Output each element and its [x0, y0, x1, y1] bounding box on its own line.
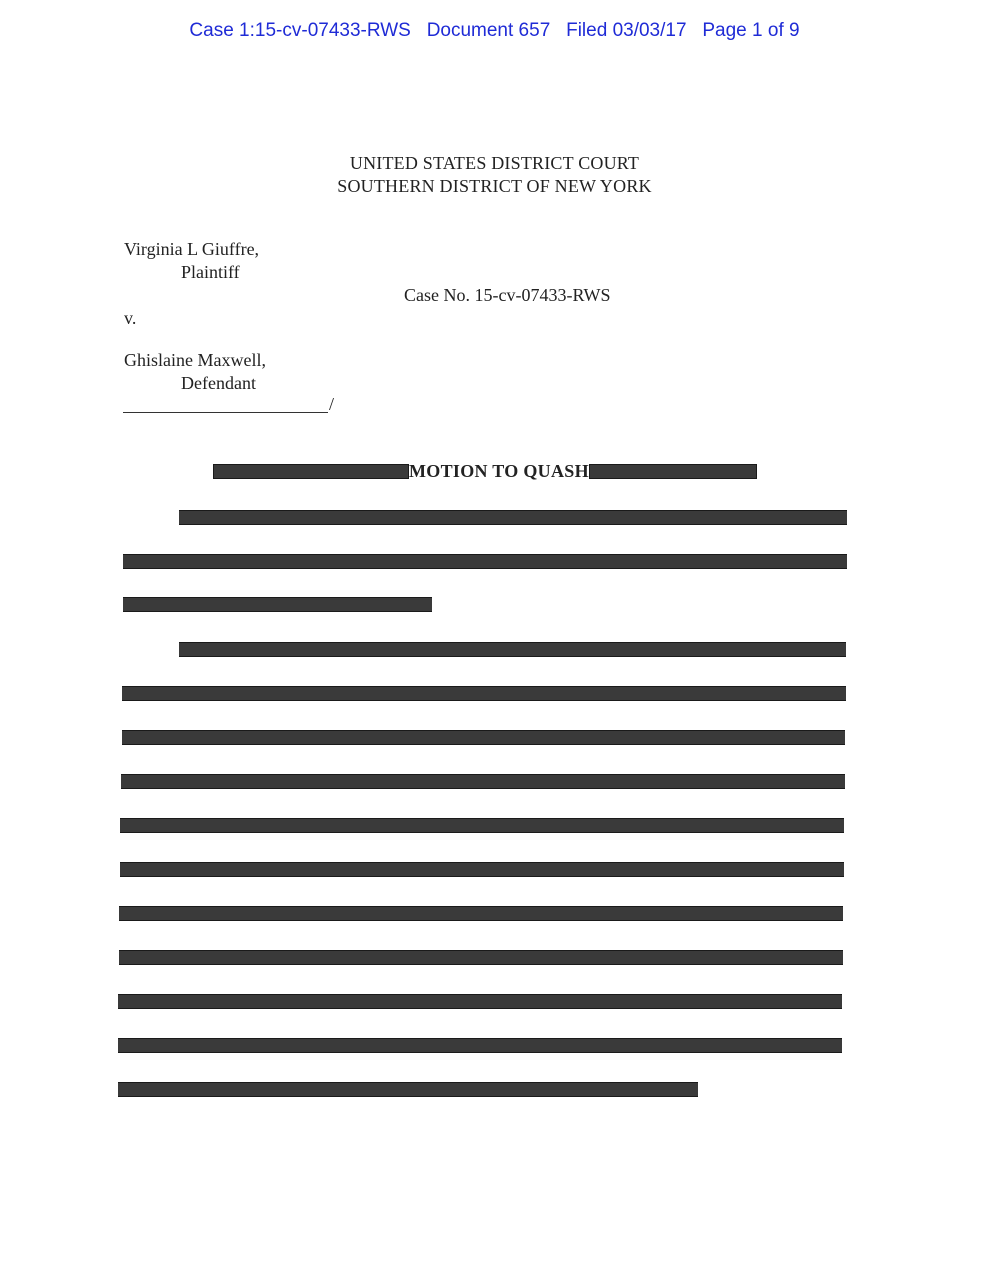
- title-redaction-left: [213, 464, 409, 479]
- stamp-page: Page 1 of 9: [702, 20, 800, 41]
- redaction-bar: [179, 510, 847, 525]
- defendant-role: Defendant: [181, 373, 256, 393]
- redaction-bar: [118, 1082, 698, 1097]
- title-redaction-right: [589, 464, 757, 479]
- versus: v.: [124, 308, 137, 328]
- stamp-document: Document 657: [426, 20, 551, 41]
- redaction-bar: [123, 597, 432, 612]
- caption-slash: /: [329, 394, 335, 414]
- redaction-bar: [120, 862, 844, 877]
- plaintiff-role: Plaintiff: [181, 262, 240, 282]
- redaction-bar: [179, 642, 846, 657]
- plaintiff-name: Virginia L Giuffre,: [124, 239, 260, 259]
- court-name: UNITED STATES DISTRICT COURT: [349, 153, 640, 173]
- redaction-bar: [120, 818, 844, 833]
- filing-stamp: [0, 20, 989, 42]
- caption-signature-line: [123, 412, 328, 413]
- stamp-filed: Filed 03/03/17: [566, 20, 687, 41]
- case-number: Case No. 15-cv-07433-RWS: [404, 285, 611, 305]
- title-text: MOTION TO QUASH: [409, 460, 589, 481]
- stamp-case: Case 1:15-cv-07433-RWS: [189, 20, 411, 41]
- redaction-bar: [118, 1038, 842, 1053]
- redaction-bar: [118, 994, 842, 1009]
- court-district: SOUTHERN DISTRICT OF NEW YORK: [337, 176, 652, 196]
- defendant-name: Ghislaine Maxwell,: [124, 350, 266, 370]
- redaction-bar: [121, 774, 845, 789]
- court-heading: [0, 152, 989, 198]
- redaction-bar: [119, 906, 843, 921]
- redaction-bar: [122, 686, 846, 701]
- redaction-bar: [123, 554, 847, 569]
- document-title: [213, 461, 757, 481]
- redaction-bar: [119, 950, 843, 965]
- redaction-bar: [122, 730, 845, 745]
